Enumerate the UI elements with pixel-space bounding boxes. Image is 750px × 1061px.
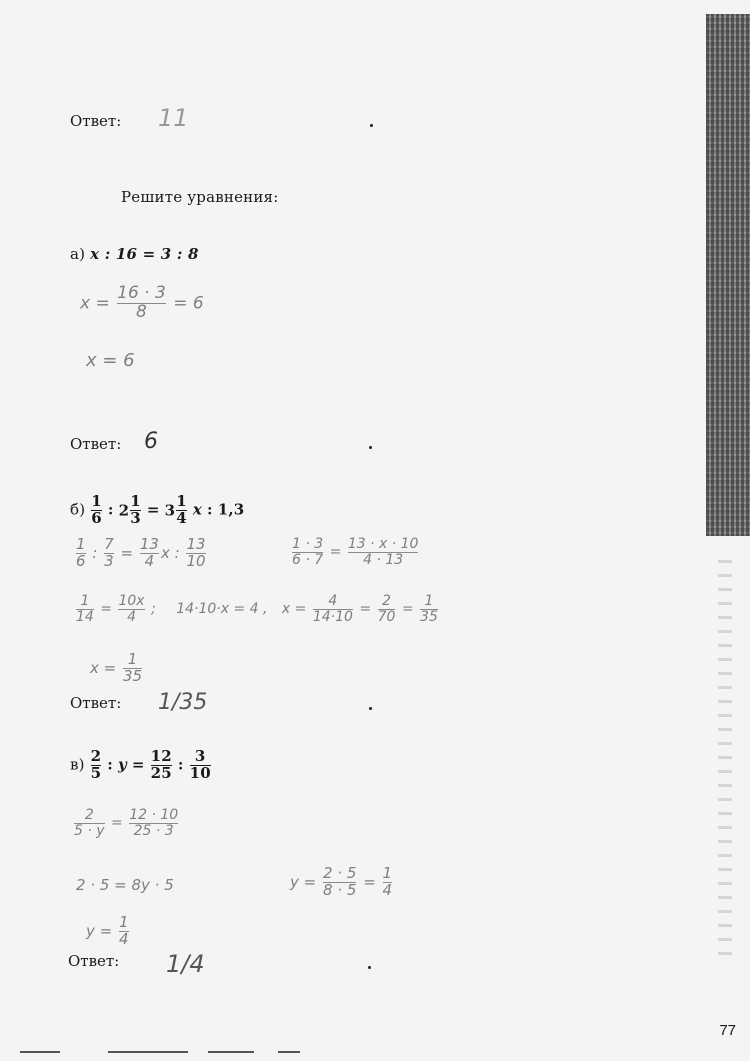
fraction-numerator: 2 · 5: [323, 864, 357, 882]
answer-blank-end: [368, 966, 371, 969]
fraction-denominator: 10: [189, 763, 211, 782]
work-text: x: [160, 543, 170, 562]
fraction-denominator: 25: [150, 763, 172, 782]
fraction-numerator: 1: [382, 864, 393, 882]
fraction-numerator: 10x: [118, 593, 145, 609]
work-fraction: [123, 652, 142, 685]
work-fraction: [313, 594, 353, 624]
work-fraction: [378, 594, 396, 624]
work-fraction: [186, 537, 205, 570]
fraction-numerator: 2: [382, 593, 391, 609]
problem-a-work-line1: [80, 285, 204, 322]
operator: :: [206, 500, 213, 519]
variable: y: [118, 755, 127, 774]
work-text: ;: [151, 601, 156, 618]
problem-c-work-row1: [72, 808, 180, 838]
fraction-denominator: 3: [104, 551, 114, 570]
fraction-denominator: 14·10: [312, 608, 353, 625]
problem-b-answer-value: 1/35: [158, 690, 208, 715]
fraction-numerator: 1: [76, 535, 86, 553]
fraction-numerator: 12 · 10: [129, 807, 179, 823]
fraction-numerator: 2: [90, 747, 102, 765]
bottom-rule: [20, 1051, 60, 1053]
variable: x: [192, 500, 202, 519]
fraction-denominator: 3: [130, 508, 141, 527]
mixed-whole: 2: [118, 501, 130, 520]
fraction-numerator: 2: [84, 807, 94, 823]
fraction-numerator: 13: [186, 535, 206, 553]
fraction-denominator: 70: [377, 608, 396, 625]
problem-b-work-row1-right: [290, 537, 420, 567]
work-text: x =: [281, 601, 307, 618]
fraction-numerator: 1: [119, 913, 129, 931]
problem-c-work-row2-right: [290, 866, 394, 899]
work-fraction: [118, 594, 144, 624]
fraction-numerator: 12: [150, 747, 172, 765]
work-text: y =: [290, 872, 317, 891]
fraction-denominator: 35: [420, 608, 438, 625]
fraction-denominator: 35: [123, 666, 143, 685]
fraction-denominator: 25 · 3: [133, 822, 174, 839]
equation-fraction: [91, 749, 102, 782]
problem-c-equation: [70, 749, 212, 782]
operator: :: [107, 500, 114, 519]
problem-a-marker: а): [70, 245, 86, 263]
problem-b-work-row1: [74, 537, 208, 570]
fraction-numerator: 1 · 3: [292, 536, 324, 552]
fraction-denominator: 8: [136, 301, 147, 322]
fraction-denominator: 4 · 13: [363, 551, 404, 568]
fraction-denominator: 6: [91, 508, 102, 527]
work-fraction: [383, 866, 393, 899]
equation-fraction: [190, 749, 211, 782]
work-text: =: [359, 601, 372, 618]
problem-c-work-row2-left: 2 · 5 = 8y · 5: [76, 876, 174, 894]
fraction-numerator: 7: [104, 535, 114, 553]
operator: =: [131, 755, 145, 774]
work-text: =: [401, 601, 414, 618]
work-fraction: [129, 808, 178, 838]
problem-a-equation-text: x : 16 = 3 : 8: [90, 245, 199, 263]
fraction-numerator: 1: [91, 492, 102, 510]
equation-fraction: [130, 494, 141, 527]
fraction-numerator: 16 · 3: [117, 283, 166, 303]
top-answer-label: Ответ:: [70, 112, 122, 130]
problem-b-equation: [70, 494, 244, 527]
work-text: :: [92, 543, 98, 562]
equation-fraction: [176, 494, 187, 527]
work-fraction: [74, 808, 105, 838]
mixed-whole: 3: [164, 501, 176, 520]
fraction-numerator: 1: [130, 492, 141, 510]
work-fraction: [140, 537, 159, 570]
equation-fraction: [91, 494, 102, 527]
fraction-denominator: 6: [76, 551, 86, 570]
fraction-denominator: 6 · 7: [292, 551, 324, 568]
fraction-numerator: 13: [139, 535, 159, 553]
work-fraction: [76, 537, 86, 570]
bottom-rule: [208, 1051, 254, 1053]
problem-a-answer-value: 6: [144, 429, 158, 454]
problem-b-work-row3: [90, 652, 144, 685]
work-fraction: [104, 537, 114, 570]
work-fraction: [76, 594, 94, 624]
problem-b-answer-label: Ответ:: [70, 694, 122, 712]
fraction-numerator: 1: [176, 492, 187, 510]
bottom-rule: [108, 1051, 188, 1053]
fraction-denominator: 8 · 5: [323, 880, 357, 899]
fraction-numerator: 1: [127, 650, 138, 668]
work-fraction: [348, 537, 419, 567]
top-answer-value: 11: [158, 104, 189, 132]
work-text: = 6: [173, 293, 204, 314]
problem-c-answer-value: 1/4: [166, 950, 205, 978]
work-text: =: [363, 872, 376, 891]
work-text: :: [174, 543, 180, 562]
page-number: 77: [719, 1022, 736, 1039]
operator: :: [107, 755, 114, 774]
fraction-numerator: 1: [424, 593, 434, 609]
fraction-denominator: 10: [186, 551, 206, 570]
work-text: =: [111, 815, 123, 832]
problem-c-answer-label: Ответ:: [68, 952, 120, 970]
fraction-numerator: 4: [328, 593, 338, 609]
problem-c-marker: в): [70, 755, 85, 774]
fraction-denominator: 14: [76, 608, 94, 625]
fraction-denominator: 5 · y: [74, 822, 105, 839]
fraction-denominator: 4: [382, 880, 393, 899]
problem-b-marker: б): [70, 500, 86, 519]
work-text: x =: [80, 293, 110, 314]
scanned-edge-shading: [706, 14, 750, 536]
fraction-denominator: 4: [119, 929, 129, 948]
fraction-numerator: 3: [194, 747, 206, 765]
problem-b-work-row2: [74, 594, 440, 624]
work-fraction: [117, 285, 166, 322]
answer-blank-end: [370, 124, 373, 127]
problem-a-equation: [70, 245, 199, 263]
answer-blank-end: [369, 707, 372, 710]
answer-blank-end: [369, 446, 372, 449]
fraction-denominator: 4: [127, 608, 136, 625]
number: 1,3: [217, 500, 245, 519]
fraction-numerator: 13 · x · 10: [347, 536, 419, 552]
work-fraction: [119, 915, 129, 948]
work-text: y =: [86, 921, 113, 940]
equation-fraction: [151, 749, 172, 782]
work-text: x =: [90, 658, 117, 677]
work-text: 14·10·x = 4 ,: [176, 601, 268, 618]
work-text: =: [120, 543, 134, 562]
bottom-rule: [278, 1051, 300, 1053]
problem-c-work-row3: [86, 915, 131, 948]
work-fraction: [323, 866, 356, 899]
fraction-denominator: 4: [176, 508, 187, 527]
fraction-denominator: 4: [144, 551, 155, 570]
section-heading: Решите уравнения:: [121, 188, 279, 206]
fraction-denominator: 5: [90, 763, 102, 782]
work-fraction: [420, 594, 438, 624]
work-text: =: [100, 601, 113, 618]
problem-a-work-line2: x = 6: [86, 350, 135, 371]
scanned-edge-ticks: [718, 560, 732, 955]
fraction-numerator: 1: [80, 593, 90, 609]
problem-a-answer-label: Ответ:: [70, 435, 122, 453]
work-fraction: [292, 537, 323, 567]
operator: :: [177, 755, 184, 774]
operator: =: [146, 500, 160, 519]
work-text: =: [329, 544, 342, 561]
